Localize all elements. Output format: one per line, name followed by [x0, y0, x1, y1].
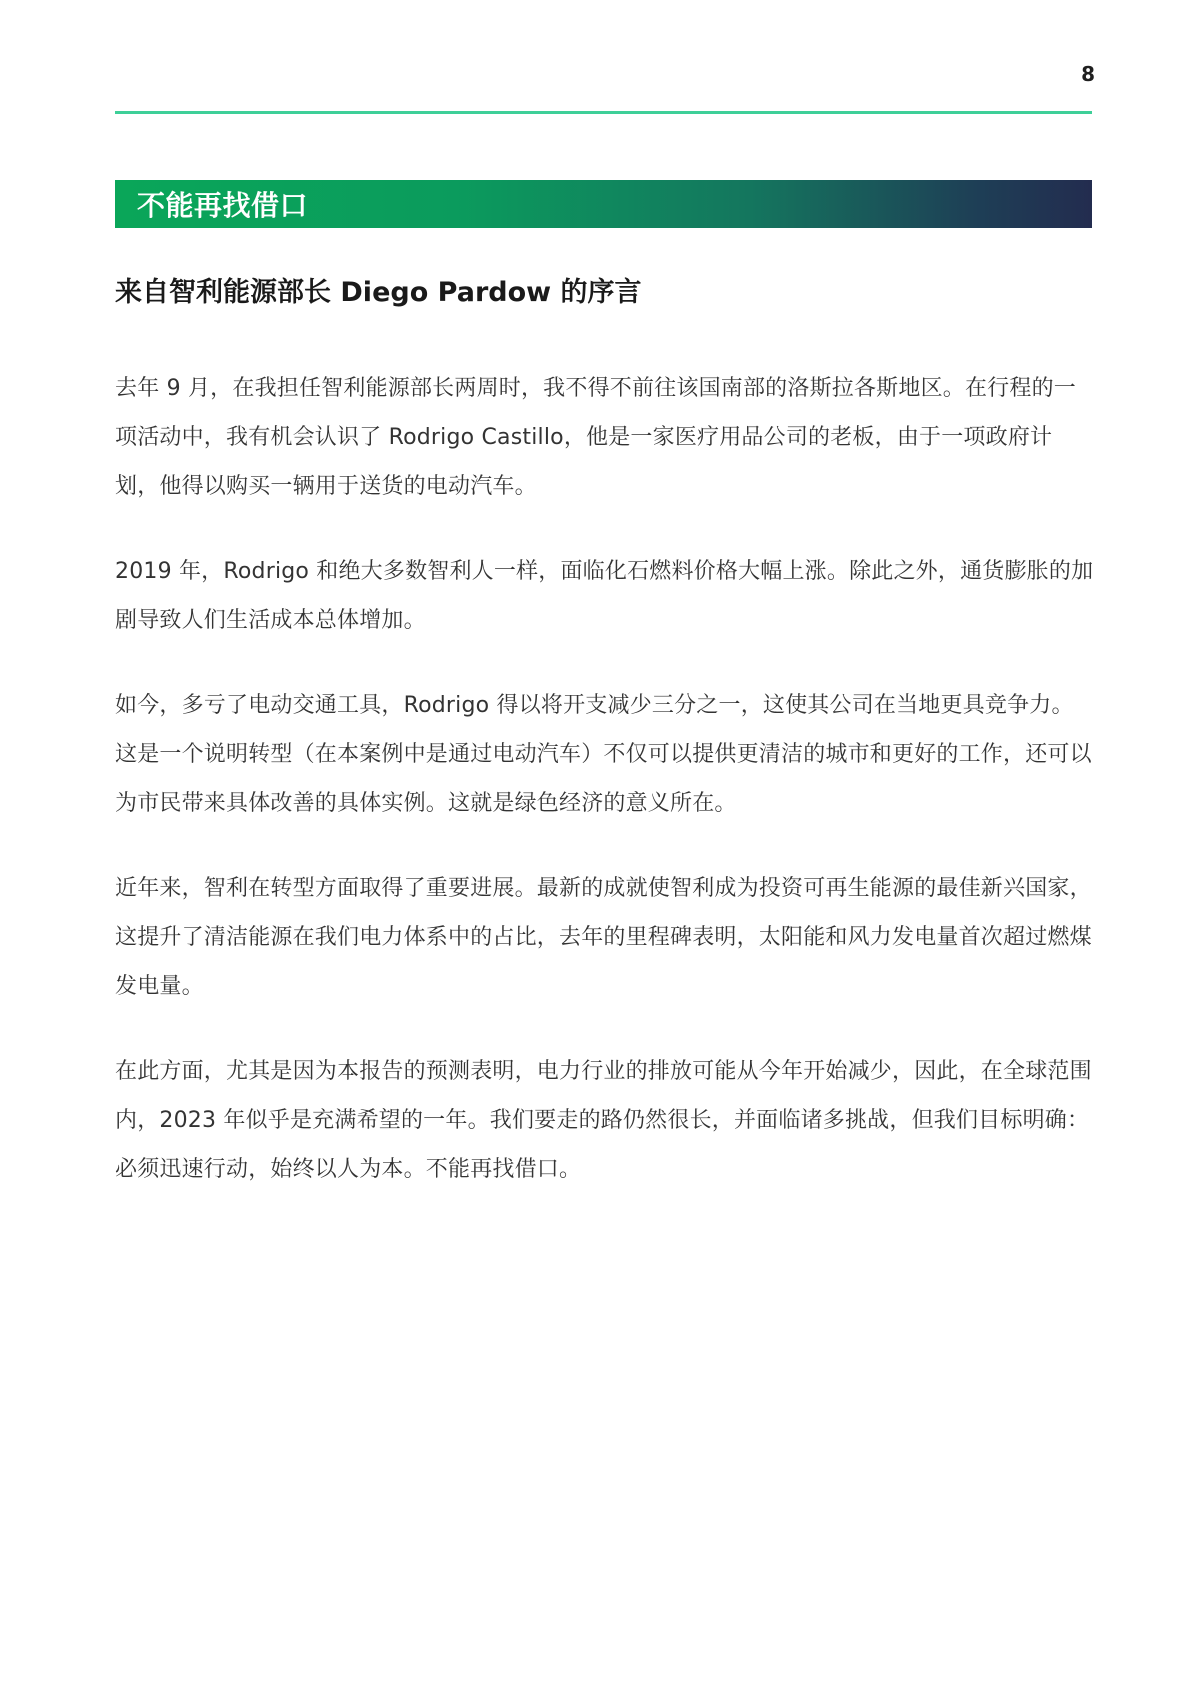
section-title: 不能再找借口: [137, 189, 309, 222]
foreword-heading: 来自智利能源部长 Diego Pardow 的序言: [115, 277, 642, 308]
foreword-body: [115, 364, 1095, 1230]
section-banner: [115, 180, 1092, 228]
paragraph: 近年来，智利在转型方面取得了重要进展。最新的成就使智利成为投资可再生能源的最佳新兴国家，这提升了清洁能源在我们电力体系中的占比，去年的里程碑表明，太阳能和风力发电量首次超过燃煤发电量。: [115, 876, 1092, 999]
paragraph: 如今，多亏了电动交通工具，Rodrigo 得以将开支减少三分之一，这使其公司在当地更具竞争力。这是一个说明转型（在本案例中是通过电动汽车）不仅可以提供更清洁的城市和更好的工作，还可以为市民带来具体改善的具体实例。这就是绿色经济的意义所在。: [115, 693, 1092, 816]
paragraph: 去年 9 月，在我担任智利能源部长两周时，我不得不前往该国南部的洛斯拉各斯地区。在行程的一项活动中，我有机会认识了 Rodrigo Castillo，他是一家医疗用品公司的老板，由于一项政府计划，他得以购买一辆用于送货的电动汽车。: [115, 376, 1076, 499]
header-divider: [115, 111, 1092, 114]
paragraph: 在此方面，尤其是因为本报告的预测表明，电力行业的排放可能从今年开始减少，因此，在全球范围内，2023 年似乎是充满希望的一年。我们要走的路仍然很长，并面临诸多挑战，但我们目标明确：必须迅速行动，始终以人为本。不能再找借口。: [115, 1059, 1092, 1182]
paragraph: 2019 年，Rodrigo 和绝大多数智利人一样，面临化石燃料价格大幅上涨。除此之外，通货膨胀的加剧导致人们生活成本总体增加。: [115, 559, 1094, 633]
page-number: 8: [1081, 62, 1095, 86]
